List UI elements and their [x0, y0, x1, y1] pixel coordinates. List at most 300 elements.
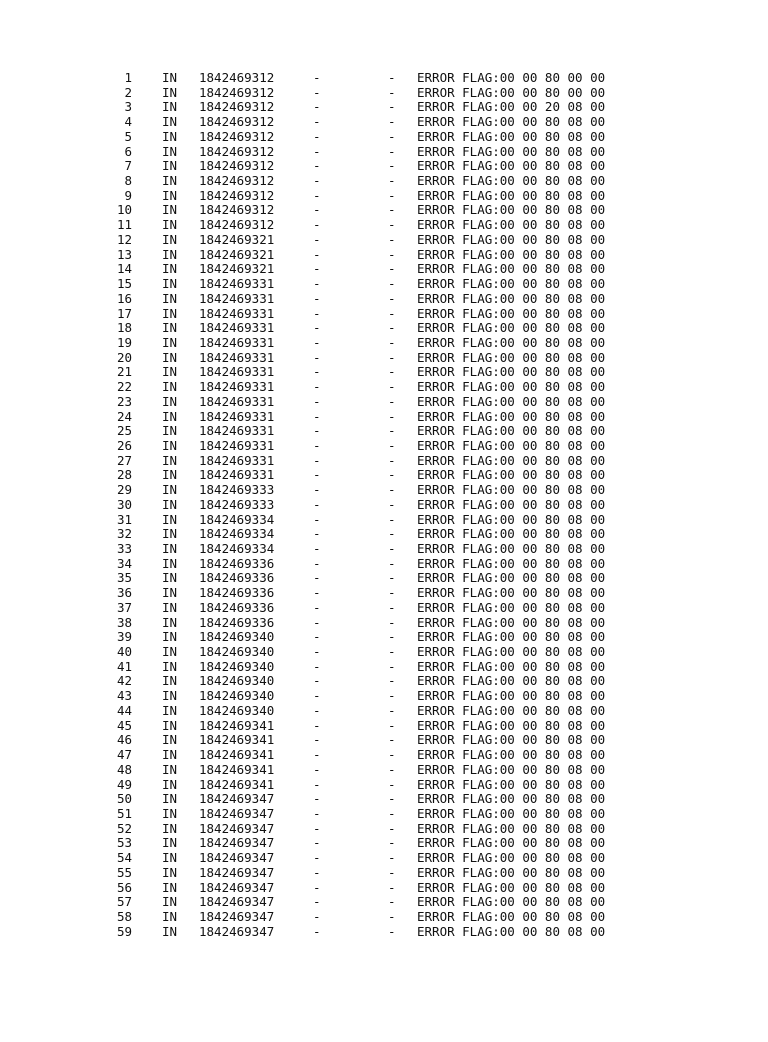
log-row — [0, 454, 768, 469]
dash-field-1: - — [313, 364, 321, 380]
dash-field-2: - — [388, 511, 396, 527]
error-flag: ERROR FLAG:00 00 80 08 00 — [417, 276, 606, 292]
error-flag: ERROR FLAG:00 00 80 08 00 — [417, 290, 606, 306]
dash-field-1: - — [313, 246, 321, 262]
error-flag: ERROR FLAG:00 00 80 08 00 — [417, 673, 606, 689]
dash-field-1: - — [313, 114, 321, 130]
log-row — [0, 719, 768, 734]
record-id: 1842469341 — [199, 747, 275, 763]
direction: IN — [162, 202, 178, 218]
dash-field-1: - — [313, 908, 321, 924]
direction: IN — [162, 379, 178, 395]
log-row — [0, 674, 768, 689]
error-flag: ERROR FLAG:00 00 80 08 00 — [417, 570, 606, 586]
direction: IN — [162, 173, 178, 189]
dash-field-2: - — [388, 599, 396, 615]
direction: IN — [162, 923, 178, 939]
row-number: 15 — [116, 276, 132, 292]
direction: IN — [162, 629, 178, 645]
dash-field-2: - — [388, 261, 396, 277]
log-row — [0, 527, 768, 542]
dash-field-1: - — [313, 408, 321, 424]
record-id: 1842469331 — [199, 290, 275, 306]
dash-field-1: - — [313, 187, 321, 203]
record-id: 1842469312 — [199, 99, 275, 115]
record-id: 1842469312 — [199, 143, 275, 159]
error-flag: ERROR FLAG:00 00 80 08 00 — [417, 820, 606, 836]
dash-field-1: - — [313, 570, 321, 586]
log-row — [0, 910, 768, 925]
direction: IN — [162, 364, 178, 380]
dash-field-2: - — [388, 908, 396, 924]
row-number: 27 — [116, 452, 132, 468]
dash-field-2: - — [388, 850, 396, 866]
record-id: 1842469331 — [199, 423, 275, 439]
log-row — [0, 86, 768, 101]
dash-field-2: - — [388, 246, 396, 262]
log-row — [0, 778, 768, 793]
row-number: 44 — [116, 702, 132, 718]
error-flag: ERROR FLAG:00 00 80 08 00 — [417, 732, 606, 748]
dash-field-1: - — [313, 614, 321, 630]
error-flag: ERROR FLAG:00 00 80 08 00 — [417, 423, 606, 439]
row-number: 45 — [116, 717, 132, 733]
dash-field-1: - — [313, 349, 321, 365]
record-id: 1842469331 — [199, 305, 275, 321]
error-flag: ERROR FLAG:00 00 80 08 00 — [417, 688, 606, 704]
row-number: 17 — [116, 305, 132, 321]
error-flag: ERROR FLAG:00 00 80 08 00 — [417, 805, 606, 821]
log-row — [0, 557, 768, 572]
log-row — [0, 748, 768, 763]
record-id: 1842469347 — [199, 791, 275, 807]
error-flag: ERROR FLAG:00 00 80 08 00 — [417, 261, 606, 277]
row-number: 11 — [116, 217, 132, 233]
record-id: 1842469312 — [199, 70, 275, 85]
dash-field-2: - — [388, 526, 396, 542]
row-number: 59 — [116, 923, 132, 939]
direction: IN — [162, 732, 178, 748]
dash-field-2: - — [388, 231, 396, 247]
error-flag: ERROR FLAG:00 00 80 08 00 — [417, 482, 606, 498]
error-flag: ERROR FLAG:00 00 80 08 00 — [417, 114, 606, 130]
row-number: 35 — [116, 570, 132, 586]
error-flag: ERROR FLAG:00 00 80 08 00 — [417, 231, 606, 247]
dash-field-1: - — [313, 231, 321, 247]
record-id: 1842469347 — [199, 835, 275, 851]
row-number: 31 — [116, 511, 132, 527]
row-number: 52 — [116, 820, 132, 836]
dash-field-1: - — [313, 84, 321, 100]
dash-field-2: - — [388, 467, 396, 483]
dash-field-1: - — [313, 143, 321, 159]
row-number: 32 — [116, 526, 132, 542]
row-number: 49 — [116, 776, 132, 792]
direction: IN — [162, 158, 178, 174]
dash-field-1: - — [313, 128, 321, 144]
direction: IN — [162, 143, 178, 159]
dash-field-2: - — [388, 717, 396, 733]
dash-field-2: - — [388, 128, 396, 144]
direction: IN — [162, 585, 178, 601]
dash-field-1: - — [313, 732, 321, 748]
row-number: 8 — [124, 173, 132, 189]
log-row — [0, 159, 768, 174]
dash-field-2: - — [388, 437, 396, 453]
log-row — [0, 822, 768, 837]
dash-field-2: - — [388, 791, 396, 807]
log-row — [0, 925, 768, 940]
log-row — [0, 248, 768, 263]
log-row — [0, 881, 768, 896]
dash-field-2: - — [388, 923, 396, 939]
row-number: 7 — [124, 158, 132, 174]
record-id: 1842469331 — [199, 467, 275, 483]
direction: IN — [162, 467, 178, 483]
direction: IN — [162, 349, 178, 365]
error-flag: ERROR FLAG:00 00 80 08 00 — [417, 526, 606, 542]
dash-field-1: - — [313, 526, 321, 542]
log-row — [0, 866, 768, 881]
record-id: 1842469340 — [199, 629, 275, 645]
record-id: 1842469334 — [199, 526, 275, 542]
dash-field-2: - — [388, 349, 396, 365]
dash-field-1: - — [313, 747, 321, 763]
row-number: 34 — [116, 555, 132, 571]
record-id: 1842469331 — [199, 437, 275, 453]
direction: IN — [162, 805, 178, 821]
error-flag: ERROR FLAG:00 00 80 08 00 — [417, 349, 606, 365]
record-id: 1842469347 — [199, 894, 275, 910]
error-flag: ERROR FLAG:00 00 80 08 00 — [417, 305, 606, 321]
direction: IN — [162, 864, 178, 880]
row-number: 12 — [116, 231, 132, 247]
log-row — [0, 660, 768, 675]
dash-field-1: - — [313, 437, 321, 453]
log-row — [0, 233, 768, 248]
error-flag: ERROR FLAG:00 00 80 08 00 — [417, 629, 606, 645]
error-flag: ERROR FLAG:00 00 80 08 00 — [417, 379, 606, 395]
error-flag: ERROR FLAG:00 00 80 08 00 — [417, 879, 606, 895]
dash-field-1: - — [313, 217, 321, 233]
log-row — [0, 410, 768, 425]
record-id: 1842469347 — [199, 805, 275, 821]
log-row — [0, 763, 768, 778]
direction: IN — [162, 820, 178, 836]
direction: IN — [162, 187, 178, 203]
error-flag: ERROR FLAG:00 00 80 08 00 — [417, 143, 606, 159]
row-number: 18 — [116, 320, 132, 336]
log-row — [0, 616, 768, 631]
dash-field-1: - — [313, 894, 321, 910]
dash-field-1: - — [313, 511, 321, 527]
record-id: 1842469331 — [199, 393, 275, 409]
dash-field-1: - — [313, 555, 321, 571]
dash-field-1: - — [313, 496, 321, 512]
row-number: 28 — [116, 467, 132, 483]
dash-field-1: - — [313, 202, 321, 218]
dash-field-2: - — [388, 585, 396, 601]
direction: IN — [162, 673, 178, 689]
log-row — [0, 483, 768, 498]
error-flag: ERROR FLAG:00 00 80 08 00 — [417, 894, 606, 910]
error-flag: ERROR FLAG:00 00 80 08 00 — [417, 541, 606, 556]
record-id: 1842469321 — [199, 246, 275, 262]
record-id: 1842469312 — [199, 158, 275, 174]
direction: IN — [162, 70, 178, 85]
direction: IN — [162, 246, 178, 262]
dash-field-1: - — [313, 261, 321, 277]
error-flag: ERROR FLAG:00 00 80 08 00 — [417, 246, 606, 262]
dash-field-1: - — [313, 70, 321, 85]
row-number: 42 — [116, 673, 132, 689]
record-id: 1842469347 — [199, 850, 275, 866]
record-id: 1842469312 — [199, 128, 275, 144]
dash-field-2: - — [388, 70, 396, 85]
dash-field-1: - — [313, 541, 321, 556]
row-number: 24 — [116, 408, 132, 424]
record-id: 1842469312 — [199, 217, 275, 233]
dash-field-1: - — [313, 644, 321, 660]
dash-field-1: - — [313, 850, 321, 866]
record-id: 1842469336 — [199, 599, 275, 615]
error-flag: ERROR FLAG:00 00 80 08 00 — [417, 908, 606, 924]
row-number: 13 — [116, 246, 132, 262]
record-id: 1842469347 — [199, 908, 275, 924]
record-id: 1842469331 — [199, 452, 275, 468]
row-number: 56 — [116, 879, 132, 895]
direction: IN — [162, 761, 178, 777]
row-number: 2 — [124, 84, 132, 100]
dash-field-2: - — [388, 423, 396, 439]
dash-field-2: - — [388, 305, 396, 321]
dash-field-2: - — [388, 202, 396, 218]
record-id: 1842469331 — [199, 320, 275, 336]
dash-field-1: - — [313, 805, 321, 821]
log-row — [0, 380, 768, 395]
row-number: 57 — [116, 894, 132, 910]
record-id: 1842469334 — [199, 541, 275, 556]
direction: IN — [162, 217, 178, 233]
direction: IN — [162, 290, 178, 306]
dash-field-2: - — [388, 658, 396, 674]
dash-field-1: - — [313, 835, 321, 851]
direction: IN — [162, 776, 178, 792]
dash-field-1: - — [313, 423, 321, 439]
dash-field-2: - — [388, 894, 396, 910]
error-flag: ERROR FLAG:00 00 80 08 00 — [417, 217, 606, 233]
dash-field-2: - — [388, 644, 396, 660]
dash-field-1: - — [313, 99, 321, 115]
record-id: 1842469336 — [199, 555, 275, 571]
row-number: 43 — [116, 688, 132, 704]
dash-field-2: - — [388, 364, 396, 380]
row-number: 23 — [116, 393, 132, 409]
row-number: 40 — [116, 644, 132, 660]
direction: IN — [162, 276, 178, 292]
error-flag: ERROR FLAG:00 00 80 08 00 — [417, 496, 606, 512]
log-row — [0, 307, 768, 322]
dash-field-2: - — [388, 864, 396, 880]
log-row — [0, 189, 768, 204]
record-id: 1842469331 — [199, 276, 275, 292]
error-flag: ERROR FLAG:00 00 80 08 00 — [417, 128, 606, 144]
error-flag: ERROR FLAG:00 00 80 08 00 — [417, 644, 606, 660]
log-row — [0, 630, 768, 645]
row-number: 41 — [116, 658, 132, 674]
dash-field-1: - — [313, 173, 321, 189]
dash-field-1: - — [313, 379, 321, 395]
direction: IN — [162, 835, 178, 851]
dash-field-1: - — [313, 879, 321, 895]
error-flag: ERROR FLAG:00 00 80 08 00 — [417, 511, 606, 527]
record-id: 1842469333 — [199, 496, 275, 512]
log-row — [0, 689, 768, 704]
dash-field-2: - — [388, 747, 396, 763]
record-id: 1842469347 — [199, 923, 275, 939]
direction: IN — [162, 114, 178, 130]
record-id: 1842469340 — [199, 658, 275, 674]
log-row — [0, 542, 768, 557]
dash-field-2: - — [388, 217, 396, 233]
dash-field-2: - — [388, 820, 396, 836]
log-row — [0, 115, 768, 130]
direction: IN — [162, 511, 178, 527]
record-id: 1842469347 — [199, 879, 275, 895]
log-row — [0, 365, 768, 380]
log-table — [0, 71, 768, 939]
dash-field-2: - — [388, 173, 396, 189]
record-id: 1842469336 — [199, 614, 275, 630]
error-flag: ERROR FLAG:00 00 80 08 00 — [417, 791, 606, 807]
row-number: 46 — [116, 732, 132, 748]
direction: IN — [162, 614, 178, 630]
row-number: 26 — [116, 437, 132, 453]
dash-field-1: - — [313, 791, 321, 807]
dash-field-2: - — [388, 290, 396, 306]
row-number: 19 — [116, 334, 132, 350]
dash-field-2: - — [388, 555, 396, 571]
log-row — [0, 498, 768, 513]
direction: IN — [162, 644, 178, 660]
error-flag: ERROR FLAG:00 00 80 08 00 — [417, 393, 606, 409]
dash-field-2: - — [388, 776, 396, 792]
record-id: 1842469341 — [199, 717, 275, 733]
dash-field-2: - — [388, 334, 396, 350]
direction: IN — [162, 423, 178, 439]
log-row — [0, 71, 768, 86]
direction: IN — [162, 452, 178, 468]
record-id: 1842469347 — [199, 820, 275, 836]
dash-field-2: - — [388, 452, 396, 468]
row-number: 37 — [116, 599, 132, 615]
direction: IN — [162, 658, 178, 674]
error-flag: ERROR FLAG:00 00 80 08 00 — [417, 702, 606, 718]
dash-field-2: - — [388, 805, 396, 821]
row-number: 6 — [124, 143, 132, 159]
error-flag: ERROR FLAG:00 00 80 08 00 — [417, 187, 606, 203]
error-flag: ERROR FLAG:00 00 80 08 00 — [417, 158, 606, 174]
dash-field-1: - — [313, 290, 321, 306]
row-number: 30 — [116, 496, 132, 512]
error-flag: ERROR FLAG:00 00 80 08 00 — [417, 555, 606, 571]
direction: IN — [162, 791, 178, 807]
error-flag: ERROR FLAG:00 00 20 08 00 — [417, 99, 606, 115]
log-row — [0, 321, 768, 336]
direction: IN — [162, 541, 178, 556]
dash-field-1: - — [313, 334, 321, 350]
row-number: 29 — [116, 482, 132, 498]
row-number: 53 — [116, 835, 132, 851]
dash-field-2: - — [388, 114, 396, 130]
log-row — [0, 836, 768, 851]
record-id: 1842469331 — [199, 408, 275, 424]
error-flag: ERROR FLAG:00 00 80 08 00 — [417, 599, 606, 615]
dash-field-2: - — [388, 496, 396, 512]
row-number: 20 — [116, 349, 132, 365]
dash-field-2: - — [388, 702, 396, 718]
error-flag: ERROR FLAG:00 00 80 08 00 — [417, 437, 606, 453]
row-number: 4 — [124, 114, 132, 130]
log-row — [0, 262, 768, 277]
record-id: 1842469341 — [199, 732, 275, 748]
dash-field-2: - — [388, 629, 396, 645]
dash-field-2: - — [388, 879, 396, 895]
dash-field-2: - — [388, 276, 396, 292]
dash-field-1: - — [313, 658, 321, 674]
error-flag: ERROR FLAG:00 00 80 08 00 — [417, 864, 606, 880]
dash-field-2: - — [388, 673, 396, 689]
error-flag: ERROR FLAG:00 00 80 08 00 — [417, 467, 606, 483]
row-number: 10 — [116, 202, 132, 218]
log-row — [0, 174, 768, 189]
error-flag: ERROR FLAG:00 00 80 08 00 — [417, 747, 606, 763]
error-flag: ERROR FLAG:00 00 80 08 00 — [417, 850, 606, 866]
error-flag: ERROR FLAG:00 00 80 08 00 — [417, 835, 606, 851]
error-flag: ERROR FLAG:00 00 80 08 00 — [417, 364, 606, 380]
dash-field-1: - — [313, 761, 321, 777]
dash-field-1: - — [313, 599, 321, 615]
dash-field-2: - — [388, 541, 396, 556]
error-flag: ERROR FLAG:00 00 80 08 00 — [417, 776, 606, 792]
record-id: 1842469336 — [199, 570, 275, 586]
record-id: 1842469312 — [199, 173, 275, 189]
record-id: 1842469340 — [199, 673, 275, 689]
log-row — [0, 571, 768, 586]
direction: IN — [162, 747, 178, 763]
record-id: 1842469321 — [199, 261, 275, 277]
dash-field-2: - — [388, 99, 396, 115]
log-row — [0, 733, 768, 748]
log-row — [0, 513, 768, 528]
error-flag: ERROR FLAG:00 00 80 00 00 — [417, 84, 606, 100]
row-number: 54 — [116, 850, 132, 866]
dash-field-2: - — [388, 84, 396, 100]
direction: IN — [162, 408, 178, 424]
direction: IN — [162, 437, 178, 453]
log-row — [0, 586, 768, 601]
log-row — [0, 292, 768, 307]
row-number: 33 — [116, 541, 132, 556]
dash-field-2: - — [388, 379, 396, 395]
direction: IN — [162, 879, 178, 895]
record-id: 1842469347 — [199, 864, 275, 880]
dash-field-1: - — [313, 305, 321, 321]
log-row — [0, 130, 768, 145]
direction: IN — [162, 908, 178, 924]
dash-field-2: - — [388, 732, 396, 748]
row-number: 16 — [116, 290, 132, 306]
